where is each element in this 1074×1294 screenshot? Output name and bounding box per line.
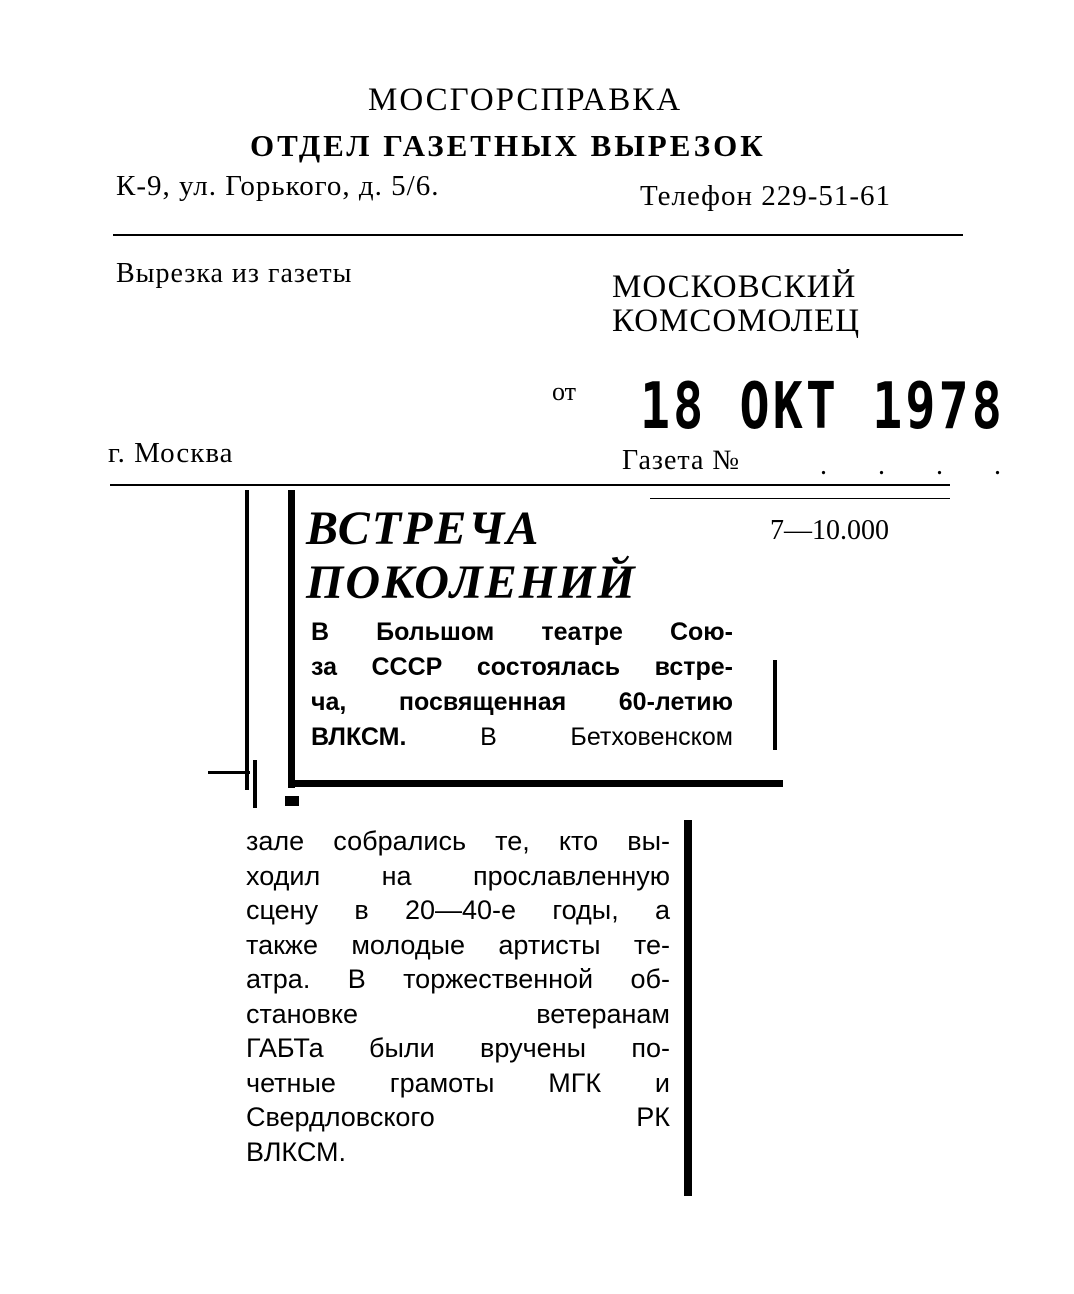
- article-frame-bottom: [288, 780, 783, 787]
- issue-value: . . . .: [820, 450, 1023, 481]
- newspaper-name-line2: КОМСОМОЛЕЦ: [612, 303, 861, 339]
- info-divider-secondary: [650, 498, 950, 499]
- clipping-tick: [208, 771, 250, 774]
- body-line: также молодые артисты те-: [246, 929, 670, 960]
- ink-mark: [285, 796, 299, 806]
- headline-line1: ВСТРЕЧА: [306, 502, 541, 555]
- article-lead: [311, 615, 733, 755]
- body-line: ГАБТа были вручены по-: [246, 1033, 670, 1063]
- agency-name: МОСГОРСПРАВКА: [368, 82, 683, 118]
- newspaper-name-line1: МОСКОВСКИЙ: [612, 269, 857, 305]
- body-line: ходил на прославленную: [246, 860, 670, 891]
- header-divider: [113, 234, 963, 236]
- body-line: сцену в 20—40-е годы, а: [246, 895, 670, 925]
- date-label: от: [552, 377, 577, 406]
- headline-line2: ПОКОЛЕНИЙ: [306, 556, 637, 609]
- phone: Телефон 229-51-61: [640, 180, 892, 212]
- department-name: ОТДЕЛ ГАЗЕТНЫХ ВЫРЕЗОК: [250, 128, 766, 163]
- lead-last-bold: ВЛКСМ.: [311, 723, 407, 751]
- info-divider: [110, 484, 950, 486]
- body-line: зале собрались те, кто вы-: [246, 826, 670, 856]
- circulation: 7—10.000: [770, 515, 889, 546]
- article-headline: [306, 502, 637, 610]
- lead-line: В Большом театре Сою-: [311, 618, 733, 646]
- body-line: ВЛКСМ.: [246, 1136, 347, 1167]
- lead-line: за СССР состоялась встре-: [311, 653, 733, 681]
- lead-line-last: [311, 720, 733, 755]
- address: К-9, ул. Горького, д. 5/6.: [116, 170, 440, 202]
- newspaper-name: [612, 270, 860, 338]
- issue-label: Газета №: [622, 445, 741, 476]
- body-line: становке ветеранам: [246, 998, 670, 1029]
- city: г. Москва: [108, 437, 234, 469]
- clipping-edge: [245, 490, 249, 790]
- article-body: [246, 824, 670, 1169]
- column-rule: [684, 820, 692, 1196]
- body-line: четные грамоты МГК и: [246, 1067, 670, 1098]
- date-stamp: 18 ОКТ 1978: [640, 370, 1005, 444]
- article-frame-left: [288, 490, 295, 788]
- body-line: атра. В торжественной об-: [246, 964, 670, 994]
- clipping-edge-lower: [253, 760, 257, 808]
- lead-last-rest: В Бетховенском: [480, 723, 733, 751]
- clipping-label: Вырезка из газеты: [116, 258, 353, 289]
- lead-line: ча, посвященная 60-летию: [311, 688, 733, 716]
- body-line: Свердловского РК: [246, 1102, 670, 1132]
- article-frame-right: [773, 660, 777, 750]
